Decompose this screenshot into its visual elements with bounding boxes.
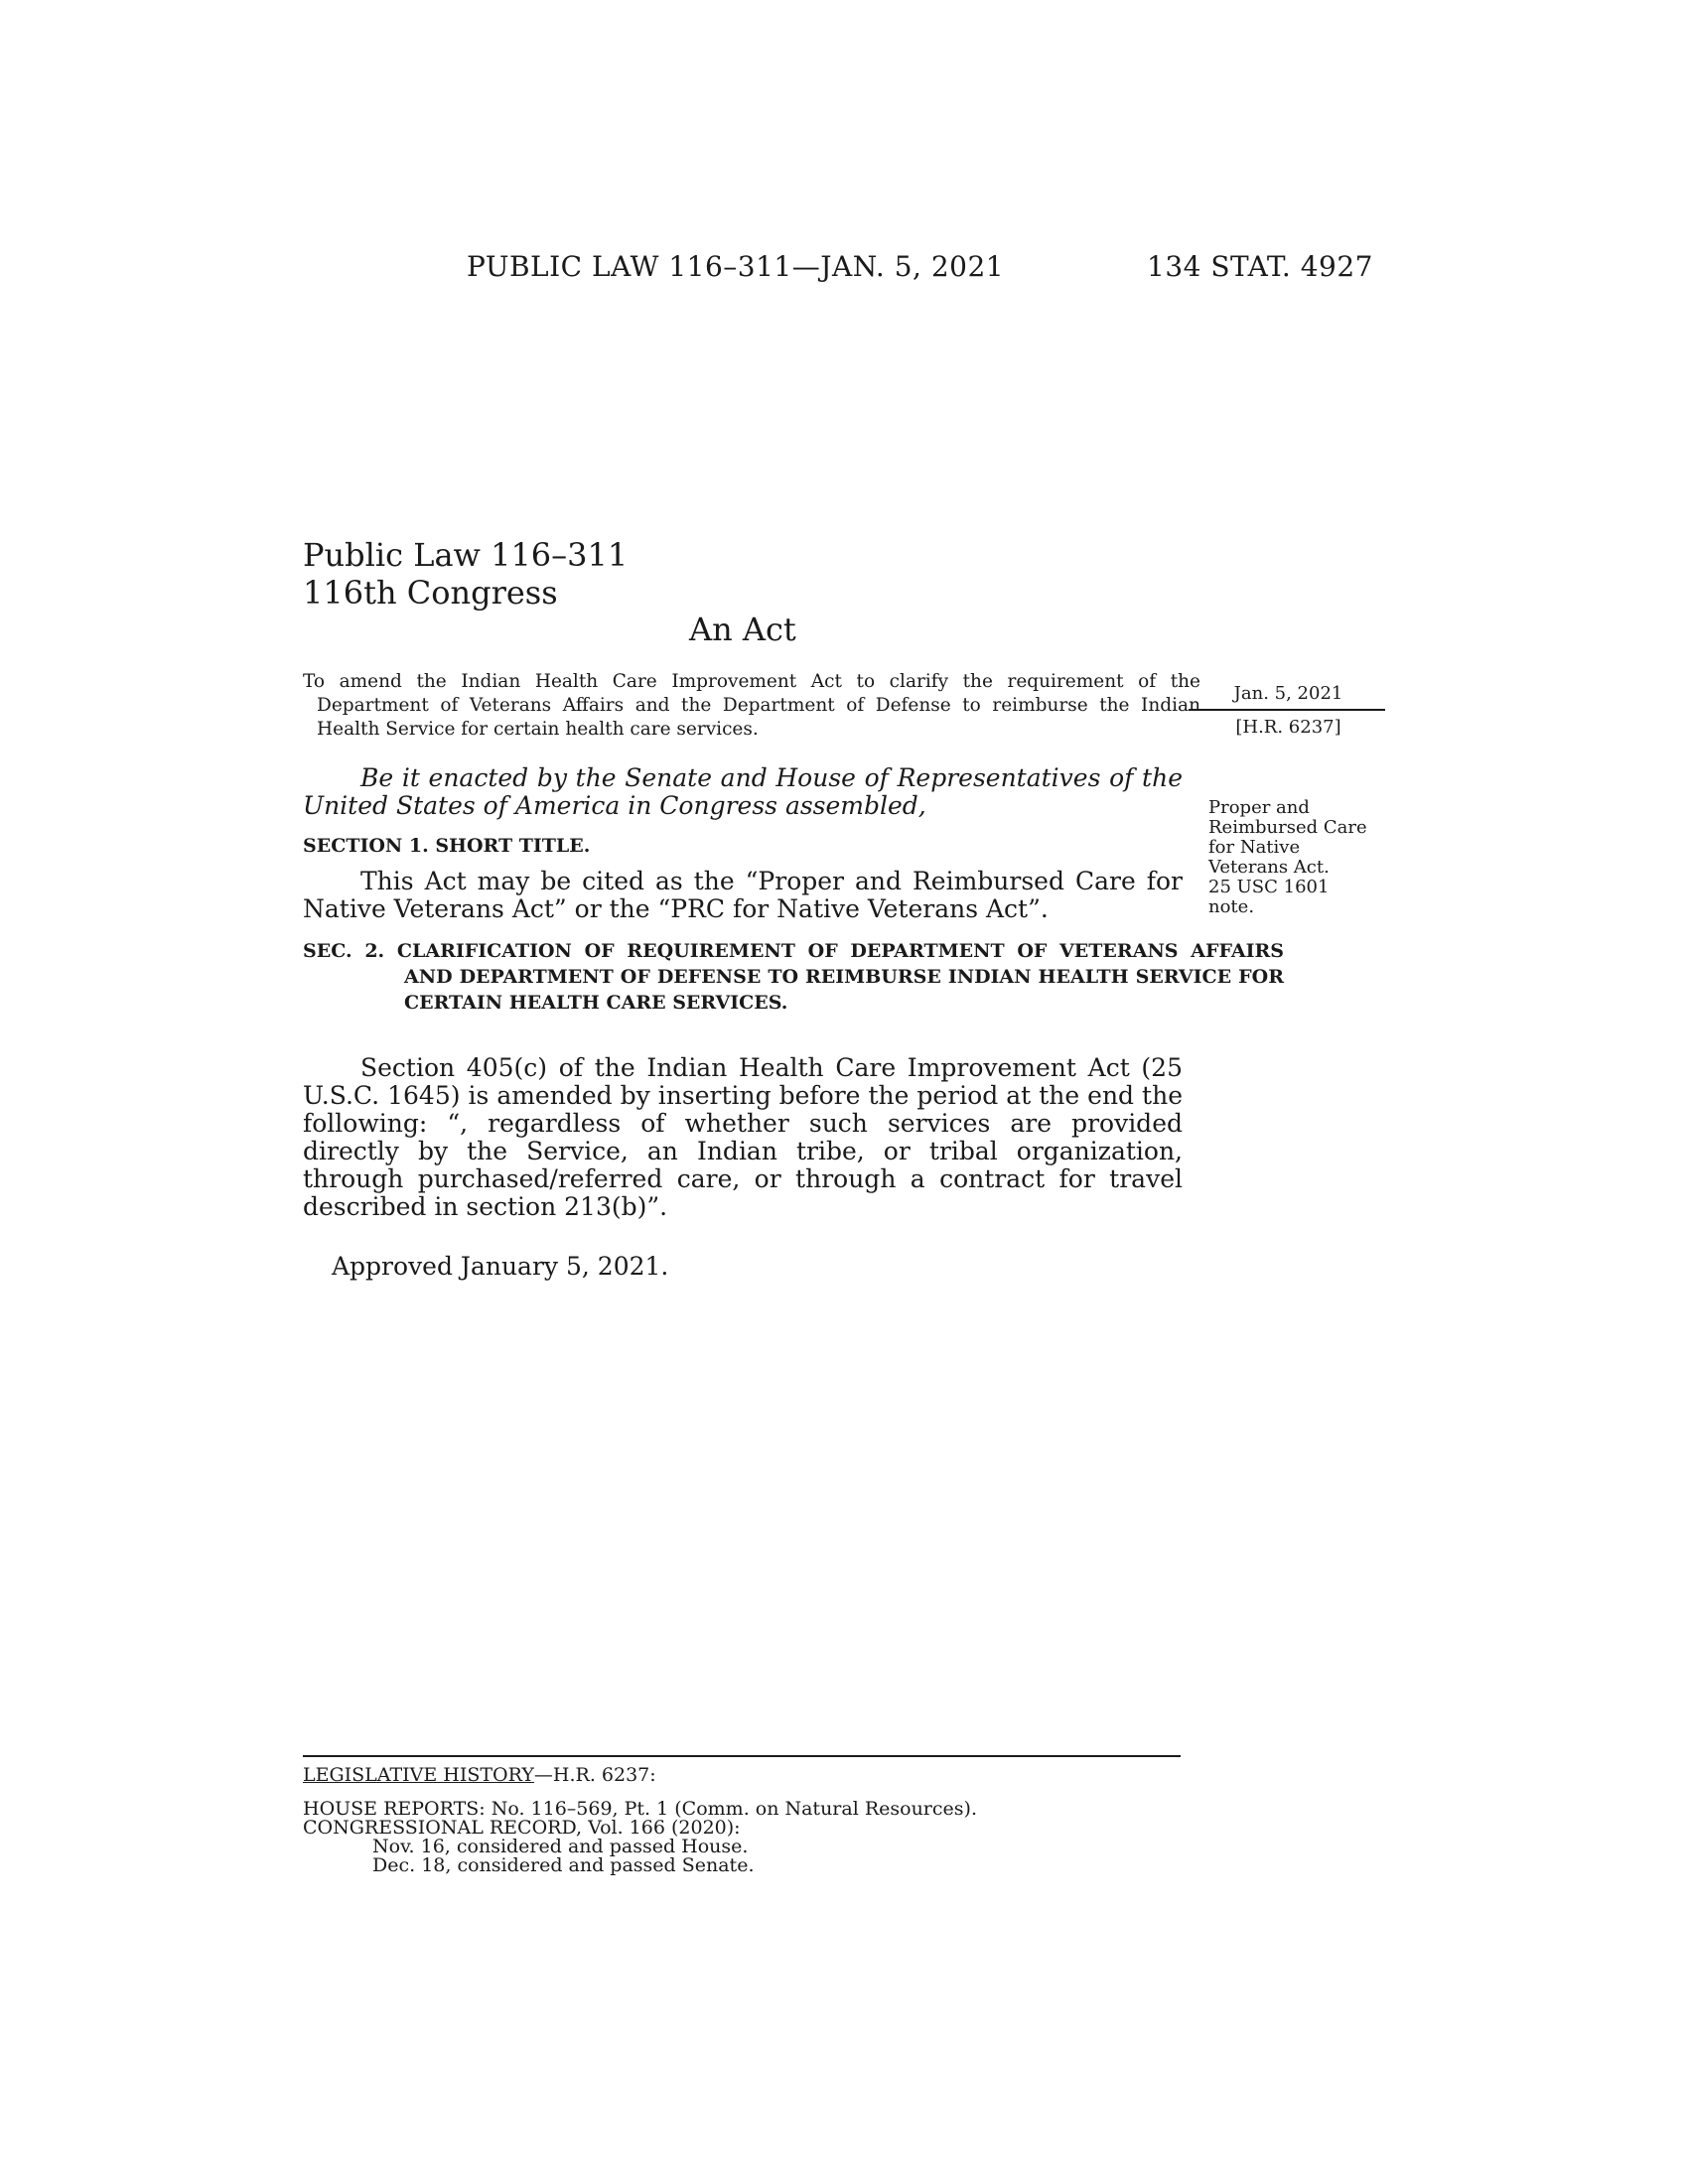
public-law-number: Public Law 116–311 [303,536,629,574]
legislative-action: Dec. 18, considered and passed Senate. [372,1854,755,1876]
house-reports: HOUSE REPORTS: No. 116–569, Pt. 1 (Comm. on Natural Resources). [303,1798,977,1820]
statute-page-number: 134 STAT. 4927 [1147,250,1373,283]
long-title: To amend the Indian Health Care Improvement Act to clarify the requirement of the Department of Veterans Affairs and the Department of Defense to reimburse the Indian Health Service for certain health care services. [303,671,1200,740]
margin-divider [1189,709,1385,711]
congress-number: 116th Congress [303,574,558,612]
margin-note-line: for Native [1208,837,1301,858]
footer-divider [303,1755,1181,1757]
legislative-history-heading [303,1764,656,1786]
legislative-history-bill: —H.R. 6237: [533,1764,656,1786]
margin-note-line: Reimbursed Care [1208,817,1367,838]
section-2-heading: SEC. 2. CLARIFICATION OF REQUIREMENT OF DEPARTMENT OF VETERANS AFFAIRS AND DEPARTMENT OF DEFENSE TO REIMBURSE INDIAN HEALTH SERVICE FOR CERTAIN HEALTH CARE SERVICES. [303,940,1284,1014]
section-2-text: Section 405(c) of the Indian Health Care Improvement Act (25 U.S.C. 1645) is amended by inserting before the period at the end the following: “, regardless of whether such services are provided directly by the Service, an Indian tribe, or tribal organization, through purchased/referred care, or through a contract for travel described in section 213(b)”. [303,1053,1183,1221]
legislative-history-label: LEGISLATIVE HISTORY [303,1764,534,1786]
section-1-text: This Act may be cited as the “Proper and Reimbursed Care for Native Veterans Act” or the “PRC for Native Veterans Act”. [303,867,1183,923]
enacting-clause: Be it enacted by the Senate and House of Representatives of the United States of America in Congress assembled, [303,763,1183,820]
margin-note-line: note. [1208,896,1255,917]
margin-date: Jan. 5, 2021 [1233,683,1343,704]
law-header [303,536,628,612]
legislative-action: Nov. 16, considered and passed House. [372,1836,749,1857]
approval-date: Approved January 5, 2021. [332,1252,669,1281]
act-label: An Act [689,611,796,648]
margin-note-line: 25 USC 1601 [1208,877,1330,897]
section-1-heading: SECTION 1. SHORT TITLE. [303,835,591,857]
margin-bill-number: [H.R. 6237] [1235,717,1341,738]
legislative-history-details [303,1800,977,1875]
margin-note-line: Veterans Act. [1208,857,1330,878]
margin-note-line: Proper and [1208,797,1310,818]
margin-note [1208,798,1392,917]
congressional-record: CONGRESSIONAL RECORD, Vol. 166 (2020): [303,1817,741,1839]
running-head-title: PUBLIC LAW 116–311—JAN. 5, 2021 [467,250,1005,283]
